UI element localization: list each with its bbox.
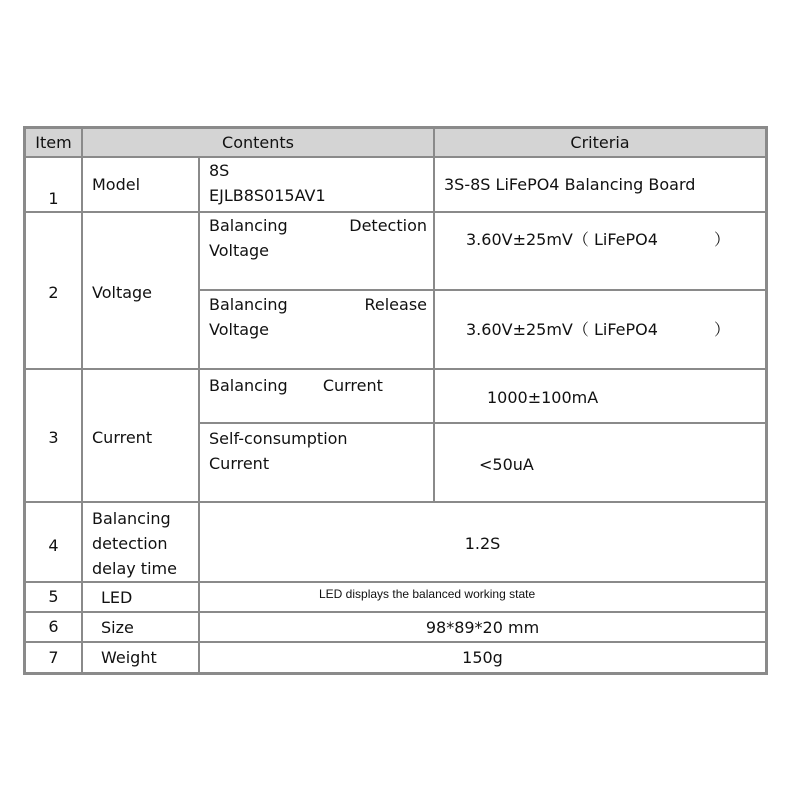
balancing-detection-voltage-value — [435, 213, 765, 289]
word: Current — [322, 376, 383, 395]
word: Release — [364, 295, 427, 314]
header-item: Item — [26, 129, 81, 156]
balancing-detection-voltage-label — [200, 213, 433, 289]
word: Detection — [349, 216, 427, 235]
row-4-number: 4 — [26, 503, 81, 581]
row-4-value: 1.2S — [200, 503, 765, 581]
model-number: EJLB8S015AV1 — [209, 186, 326, 205]
row-1-model — [200, 158, 433, 211]
close-paren: ） — [714, 230, 731, 249]
balancing-release-voltage-label — [200, 291, 433, 368]
word: Voltage — [209, 320, 270, 339]
word: Balancing — [209, 376, 288, 395]
row-2-number: 2 — [26, 213, 81, 368]
balancing-current-label — [200, 370, 433, 422]
label-line: delay time — [92, 559, 177, 578]
balancing-release-voltage-value — [435, 291, 765, 368]
voltage-value: 3.60V±25mV（ LiFePO4 — [466, 230, 658, 249]
self-consumption-current-label — [200, 424, 433, 501]
voltage-value: 3.60V±25mV（ LiFePO4 — [466, 320, 658, 339]
header-contents: Contents — [83, 129, 433, 156]
word: Voltage — [209, 241, 270, 260]
row-6-number: 6 — [26, 613, 81, 641]
row-1-number: 1 — [26, 158, 81, 211]
word: Current — [209, 454, 270, 473]
row-3-label: Current — [83, 370, 198, 501]
row-4-label — [83, 503, 198, 581]
row-3-number: 3 — [26, 370, 81, 501]
row-6-label: Size — [83, 613, 198, 641]
header-criteria: Criteria — [435, 129, 765, 156]
model-series: 8S — [209, 161, 230, 180]
row-7-value: 150g — [200, 643, 765, 672]
word: Balancing — [209, 216, 288, 235]
row-7-number: 7 — [26, 643, 81, 672]
row-5-number: 5 — [26, 583, 81, 611]
spec-table — [23, 126, 768, 675]
label-line: detection — [92, 534, 168, 553]
row-1-label: Model — [83, 158, 198, 211]
row-1-criteria: 3S-8S LiFePO4 Balancing Board — [435, 158, 765, 211]
label-line: Balancing — [92, 509, 171, 528]
self-consumption-current-value: <50uA — [435, 424, 765, 501]
row-5-label: LED — [83, 583, 198, 611]
row-6-value: 98*89*20 mm — [200, 613, 765, 641]
row-5-value: LED displays the balanced working state — [200, 583, 765, 611]
row-2-label: Voltage — [83, 213, 198, 368]
word: Balancing — [209, 295, 288, 314]
word: Self-consumption — [209, 429, 348, 448]
balancing-current-value: 1000±100mA — [435, 370, 765, 422]
row-7-label: Weight — [83, 643, 198, 672]
close-paren: ） — [714, 320, 731, 339]
